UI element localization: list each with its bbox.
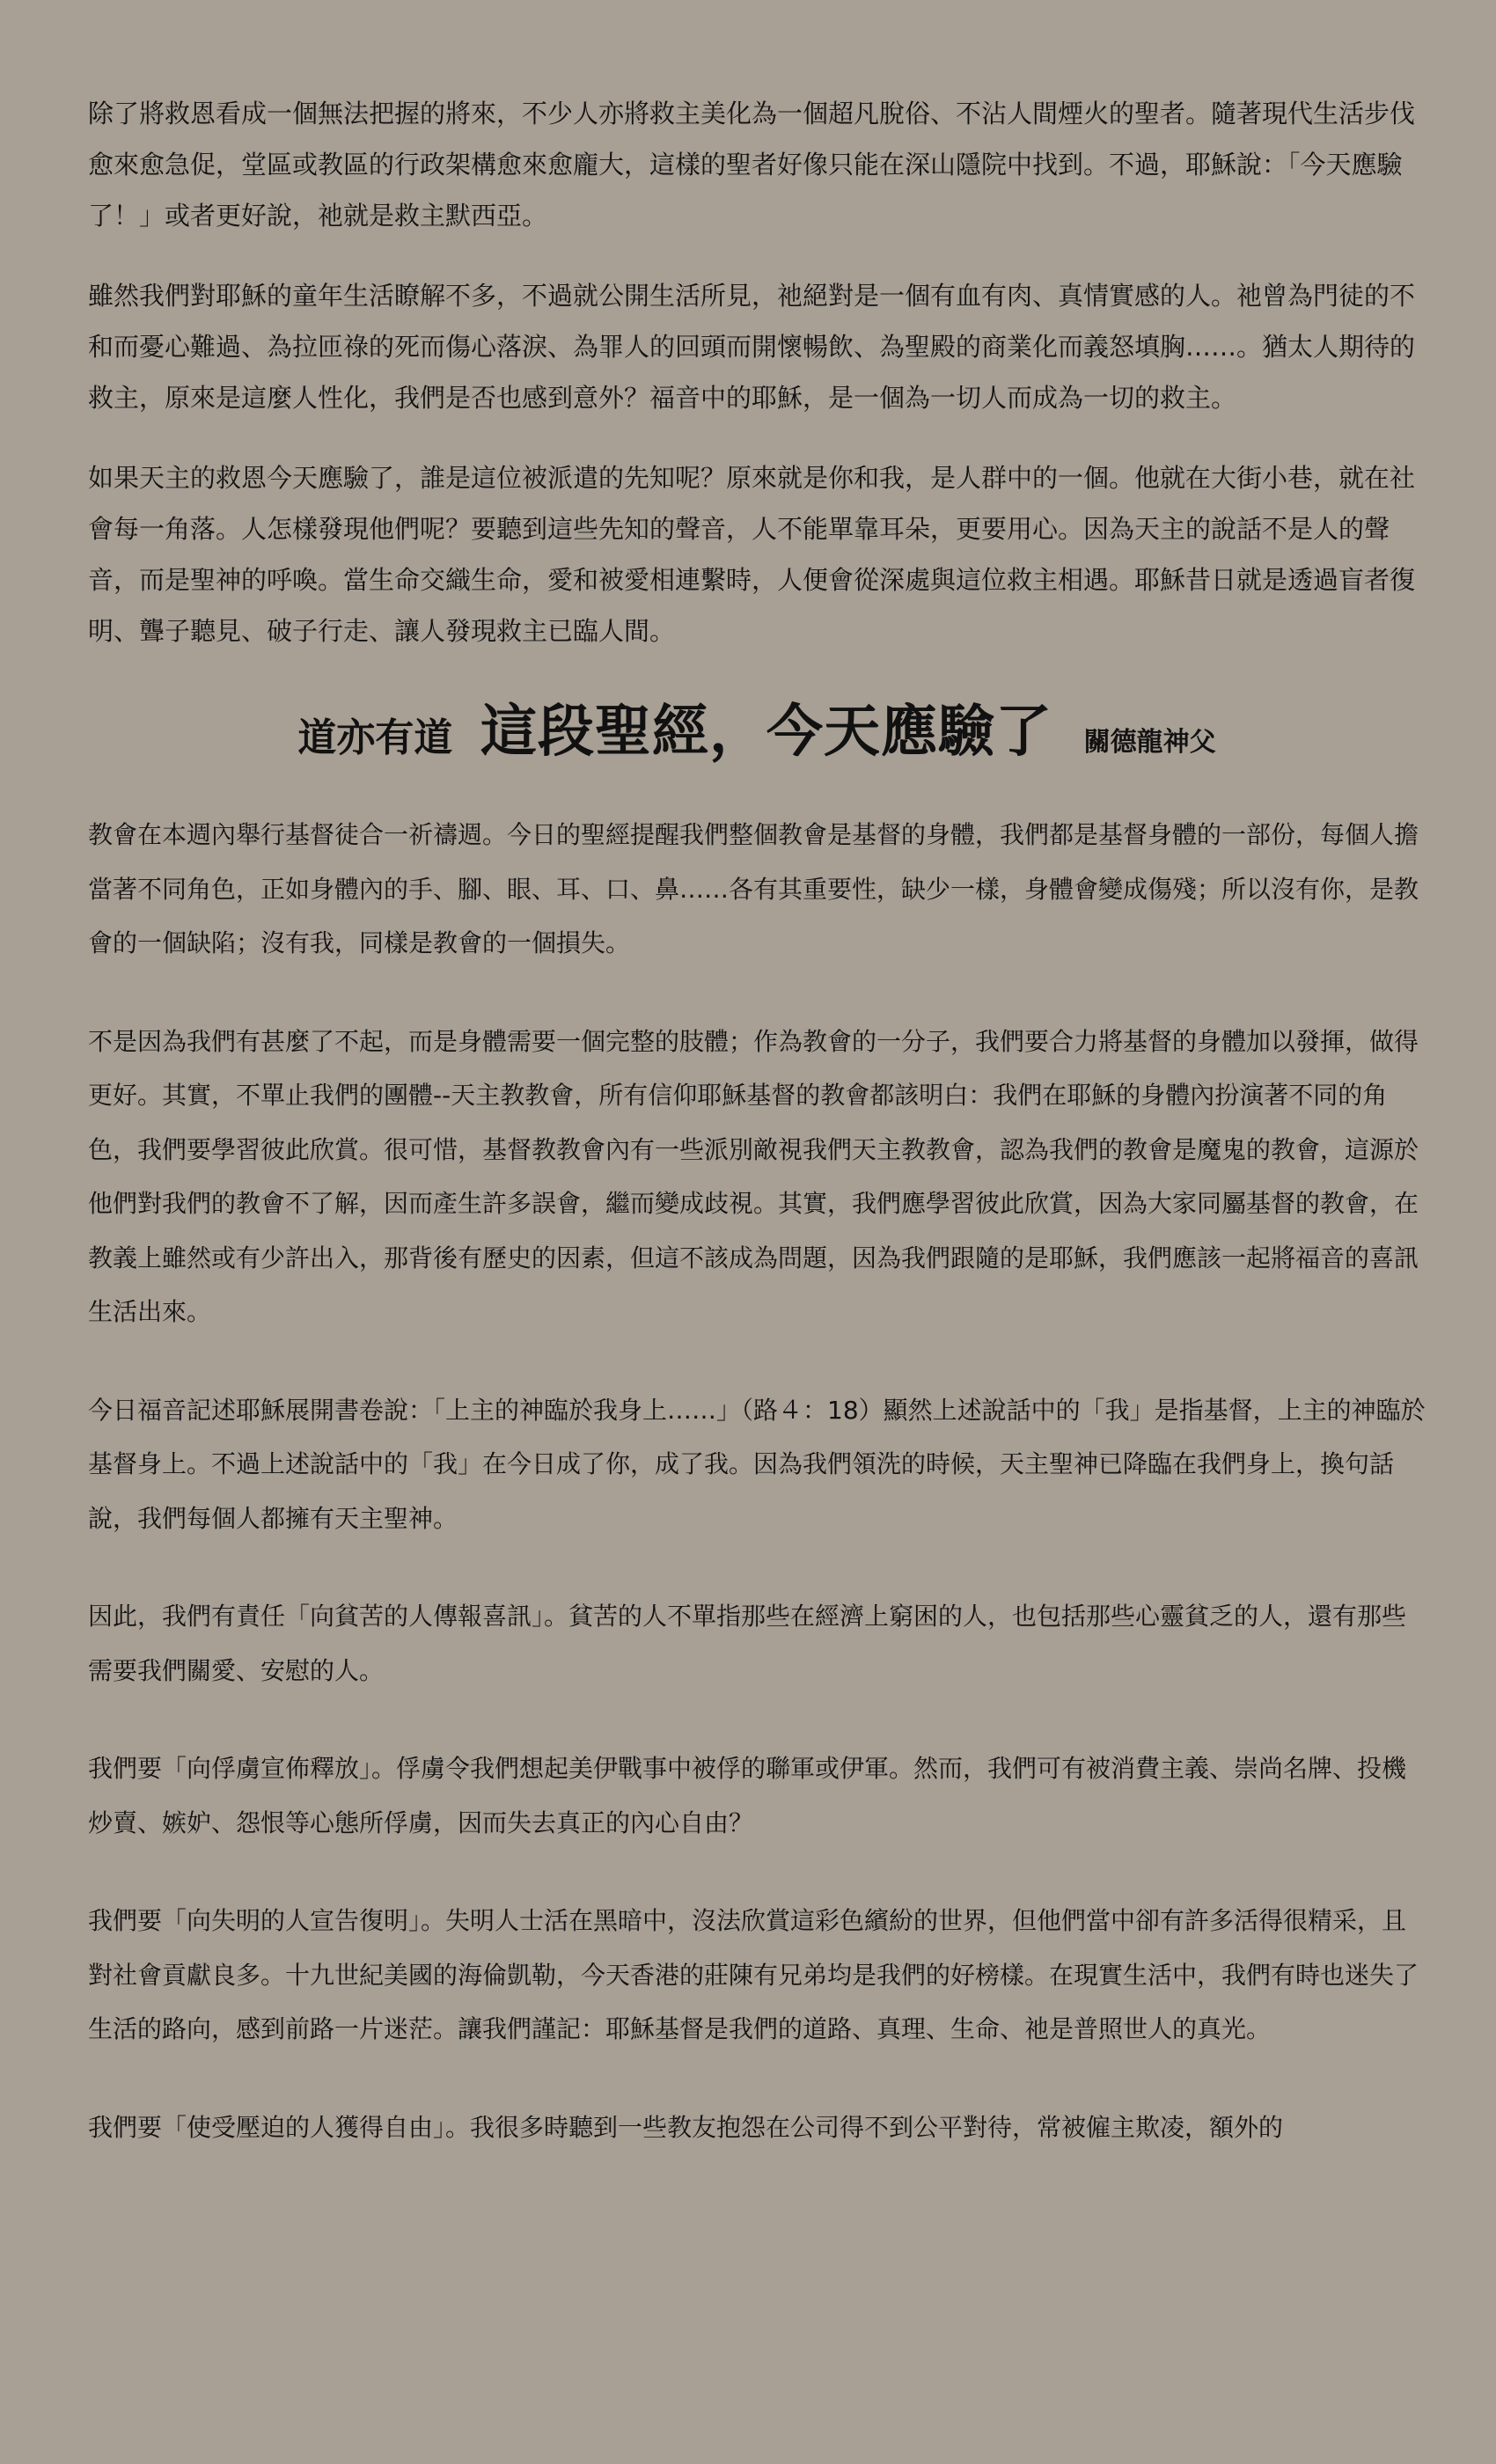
article-title: 這段聖經，今天應驗了 bbox=[480, 700, 1052, 765]
article-paragraph: 我們要「向失明的人宣告復明」。失明人士活在黑暗中，沒法欣賞這彩色繽紛的世界，但他們當中卻有許多活得很精采，且對社會貢獻良多。十九世紀美國的海倫凱勒，今天香港的莊陳有兄弟均是我們的好榜樣。在現實生活中，我們有時也迷失了生活的路向，感到前路一片迷茫。讓我們謹記：耶穌基督是我們的道路、真理、生命、祂是普照世人的真光。 bbox=[88, 1906, 1419, 2043]
article-paragraph: 我們要「使受壓迫的人獲得自由」。我很多時聽到一些教友抱怨在公司得不到公平對待，常被僱主欺凌，額外的 bbox=[88, 2112, 1284, 2142]
article-paragraph: 今日福音記述耶穌展開書卷說：「上主的神臨於我身上……」（路４：18）顯然上述說話中的「我」是指基督，上主的神臨於基督身上。不過上述說話中的「我」在今日成了你，成了我。因為我們領洗的時候，天主聖神已降臨在我們身上，換句話說，我們每個人都擁有天主聖神。 bbox=[88, 1395, 1426, 1533]
intro-paragraph: 除了將救恩看成一個無法把握的將來，不少人亦將救主美化為一個超凡脫俗、不沾人間煙火的聖者。隨著現代生活步伐愈來愈急促，堂區或教區的行政架構愈來愈龐大，這樣的聖者好像只能在深山隱院中找到。不過，耶穌說：「今天應驗了！」或者更好說，祂就是救主默西亞。 bbox=[88, 99, 1416, 231]
intro-paragraph: 雖然我們對耶穌的童年生活瞭解不多，不過就公開生活所見，祂絕對是一個有血有肉、真情實感的人。祂曾為門徒的不和而憂心難過、為拉匝祿的死而傷心落淚、為罪人的回頭而開懷暢飲、為聖殿的商業化而義怒填胸……。猶太人期待的救主，原來是這麼人性化，我們是否也感到意外？福音中的耶穌，是一個為一切人而成為一切的救主。 bbox=[88, 281, 1416, 413]
intro-section bbox=[88, 88, 1426, 656]
article-body bbox=[88, 808, 1426, 2154]
article-paragraph: 我們要「向俘虜宣佈釋放」。俘虜令我們想起美伊戰事中被俘的聯軍或伊軍。然而，我們可有被消費主義、崇尚名牌、投機炒賣、嫉妒、怨恨等心態所俘虜，因而失去真正的內心自由？ bbox=[88, 1754, 1407, 1837]
author-name: 關德龍神父 bbox=[1083, 727, 1216, 758]
article-paragraph: 教會在本週內舉行基督徒合一祈禱週。今日的聖經提醒我們整個教會是基督的身體，我們都是基督身體的一部份，每個人擔當著不同角色，正如身體內的手、腳、眼、耳、口、鼻……各有其重要性，缺少一樣，身體會變成傷殘；所以沒有你，是教會的一個缺陷；沒有我，同樣是教會的一個損失。 bbox=[88, 820, 1419, 957]
column-name: 道亦有道 bbox=[297, 715, 453, 760]
article-heading bbox=[88, 686, 1426, 767]
intro-paragraph: 如果天主的救恩今天應驗了，誰是這位被派遣的先知呢？原來就是你和我，是人群中的一個。他就在大街小巷，就在社會每一角落。人怎樣發現他們呢？要聽到這些先知的聲音，人不能單靠耳朵，更要用心。因為天主的說話不是人的聲音，而是聖神的呼喚。當生命交織生命，愛和被愛相連繫時，人便會從深處與這位救主相遇。耶穌昔日就是透過盲者復明、聾子聽見、破子行走、讓人發現救主已臨人間。 bbox=[88, 463, 1416, 646]
article-paragraph: 因此，我們有責任「向貧苦的人傳報喜訊」。貧苦的人不單指那些在經濟上窮困的人，也包括那些心靈貧乏的人，還有那些需要我們關愛、安慰的人。 bbox=[88, 1602, 1407, 1685]
article-paragraph: 不是因為我們有甚麼了不起，而是身體需要一個完整的肢體；作為教會的一分子，我們要合力將基督的身體加以發揮，做得更好。其實，不單止我們的團體--天主教教會，所有信仰耶穌基督的教會都該明白：我們在耶穌的身體內扮演著不同的角色，我們要學習彼此欣賞。很可惜，基督教教會內有一些派別敵視我們天主教教會，認為我們的教會是魔鬼的教會，這源於他們對我們的教會不了解，因而產生許多誤會，繼而變成歧視。其實，我們應學習彼此欣賞，因為大家同屬基督的教會，在教義上雖然或有少許出入，那背後有歷史的因素，但這不該成為問題，因為我們跟隨的是耶穌，我們應該一起將福音的喜訊生活出來。 bbox=[88, 1026, 1419, 1326]
